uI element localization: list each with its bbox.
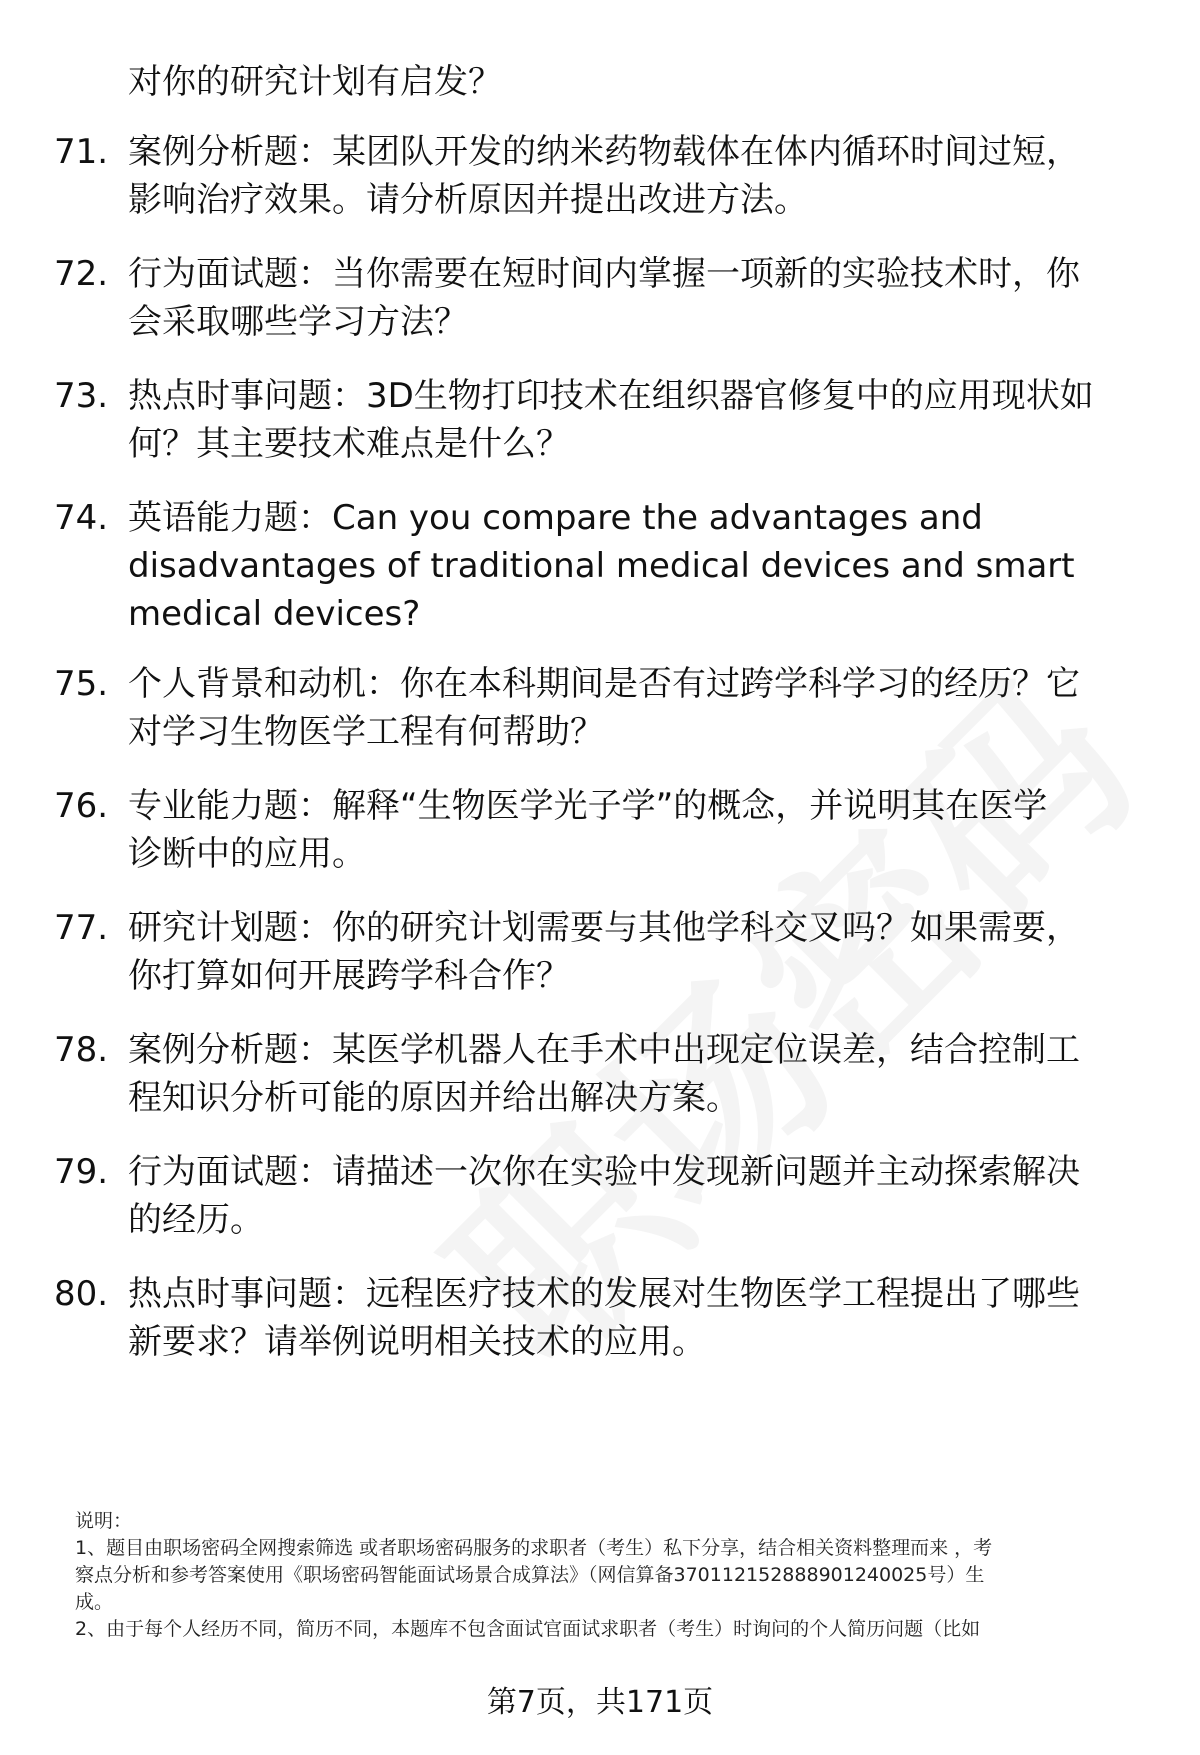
notes-section	[75, 1508, 1155, 1643]
question-number: 75.	[54, 664, 109, 704]
question-line: 的经历。	[128, 1200, 264, 1240]
question-number: 80.	[54, 1274, 109, 1314]
page-number: 第7页，共171页	[486, 1685, 714, 1720]
note-line: 1、题目由职场密码全网搜索筛选 或者职场密码服务的求职者（考生）私下分享，结合相关资料整理而来 ，考	[75, 1537, 993, 1559]
question-text	[128, 128, 1148, 224]
question-line: 何？其主要技术难点是什么？	[128, 424, 570, 464]
question-text	[128, 1026, 1148, 1122]
question-number: 78.	[54, 1030, 109, 1070]
question-line: 影响治疗效果。请分析原因并提出改进方法。	[128, 180, 808, 220]
question-line: 个人背景和动机：你在本科期间是否有过跨学科学习的经历？它	[128, 664, 1080, 704]
question-line: 行为面试题：当你需要在短时间内掌握一项新的实验技术时，你	[128, 254, 1080, 294]
question-number: 71.	[54, 132, 109, 172]
note-line: 察点分析和参考答案使用《职场密码智能面试场景合成算法》（网信算备370112152888901240025号）生	[75, 1564, 985, 1586]
note-line: 成。	[75, 1591, 114, 1613]
question-line: disadvantages of traditional medical devices and smart	[128, 546, 1075, 586]
question-line: 热点时事问题：3D生物打印技术在组织器官修复中的应用现状如	[128, 376, 1094, 416]
question-number: 77.	[54, 908, 109, 948]
question-line: 程知识分析可能的原因并给出解决方案。	[128, 1078, 740, 1118]
question-text	[128, 782, 1148, 878]
question-text	[128, 1148, 1148, 1244]
note-line: 2、由于每个人经历不同，简历不同，本题库不包含面试官面试求职者（考生）时询问的个人简历问题（比如	[75, 1618, 981, 1640]
question-line: 对学习生物医学工程有何帮助？	[128, 712, 604, 752]
question-number: 72.	[54, 254, 109, 294]
question-text	[128, 1270, 1148, 1366]
question-line: 会采取哪些学习方法？	[128, 302, 468, 342]
question-line: 研究计划题：你的研究计划需要与其他学科交叉吗？如果需要，	[128, 908, 1080, 948]
question-text	[128, 372, 1148, 468]
question-text	[128, 904, 1148, 1000]
question-line: 你打算如何开展跨学科合作？	[128, 956, 570, 996]
question-number: 73.	[54, 376, 109, 416]
question-number: 76.	[54, 786, 109, 826]
question-line: 热点时事问题：远程医疗技术的发展对生物医学工程提出了哪些	[128, 1274, 1080, 1314]
question-line: 案例分析题：某团队开发的纳米药物载体在体内循环时间过短，	[128, 132, 1080, 172]
question-line: medical devices?	[128, 594, 421, 634]
question-line: 案例分析题：某医学机器人在手术中出现定位误差，结合控制工	[128, 1030, 1080, 1070]
question-number: 74.	[54, 498, 109, 538]
question-line: 新要求？请举例说明相关技术的应用。	[128, 1322, 706, 1362]
question-line: 专业能力题：解释“生物医学光子学”的概念，并说明其在医学	[128, 786, 1048, 826]
question-line: 英语能力题：Can you compare the advantages and	[128, 498, 983, 538]
question-number: 79.	[54, 1152, 109, 1192]
question-line: 诊断中的应用。	[128, 834, 366, 874]
notes-heading: 说明：	[75, 1510, 133, 1532]
question-text	[128, 494, 1148, 638]
question-line: 行为面试题：请描述一次你在实验中发现新问题并主动探索解决	[128, 1152, 1080, 1192]
question-text	[128, 250, 1148, 346]
continued-question-text: 对你的研究计划有启发？	[128, 62, 502, 102]
question-text	[128, 660, 1148, 756]
